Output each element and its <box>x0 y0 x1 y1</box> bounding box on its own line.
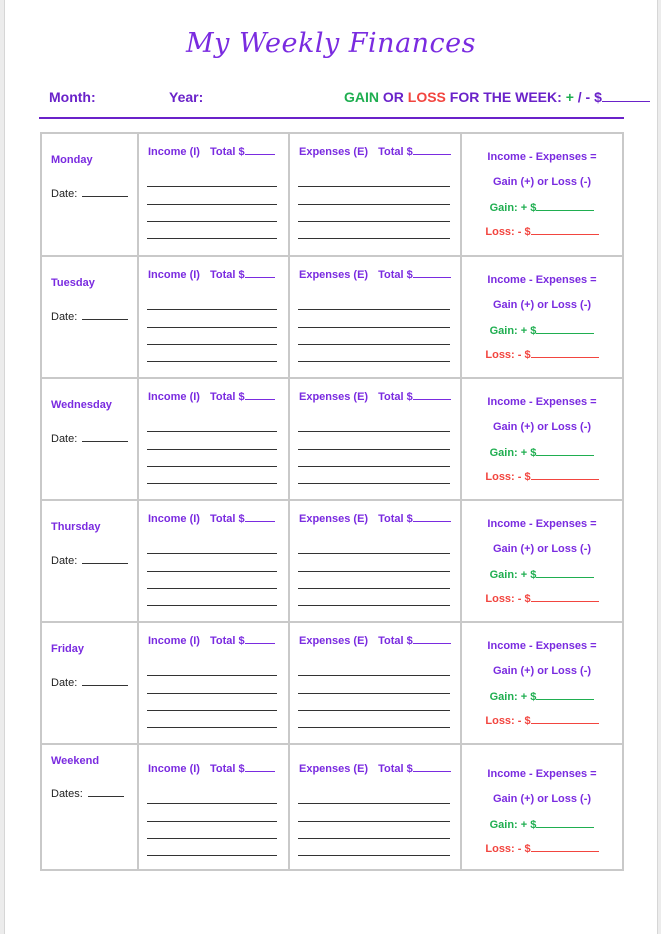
or-word: OR <box>379 89 408 105</box>
income-entry-line[interactable] <box>147 238 277 239</box>
expenses-header <box>299 389 451 403</box>
for-week-text: FOR THE WEEK: <box>445 89 566 105</box>
summary-gain-or-loss: Gain (+) or Loss (-) <box>492 176 592 188</box>
expenses-entry-line[interactable] <box>298 855 450 856</box>
expenses-entry-line[interactable] <box>298 449 450 450</box>
income-entry-line[interactable] <box>147 803 277 804</box>
expenses-label: Expenses (E) <box>299 635 369 647</box>
expenses-label: Expenses (E) <box>299 391 369 403</box>
day-row <box>42 134 622 255</box>
summary-gain-or-loss: Gain (+) or Loss (-) <box>492 665 592 677</box>
summary-equation: Income - Expenses = <box>487 274 597 286</box>
expenses-label: Expenses (E) <box>299 269 369 281</box>
expenses-entry-line[interactable] <box>298 588 450 589</box>
day-name: Friday <box>51 643 85 655</box>
expenses-total-label: Total $ <box>378 391 413 403</box>
gain-amount-line[interactable] <box>536 689 594 700</box>
expenses-entry-line[interactable] <box>298 221 450 222</box>
expenses-entry-line[interactable] <box>298 675 450 676</box>
income-entry-line[interactable] <box>147 327 277 328</box>
expenses-cell <box>290 623 462 743</box>
expenses-total-line[interactable] <box>413 267 451 278</box>
income-label: Income (I) <box>148 763 200 775</box>
day-row <box>42 255 622 377</box>
page-title: My Weekly Finances <box>185 28 477 59</box>
expenses-total-line[interactable] <box>413 511 451 522</box>
expenses-total-line[interactable] <box>413 633 451 644</box>
income-header <box>148 389 275 403</box>
summary-cell <box>462 745 622 869</box>
day-cell <box>42 623 139 743</box>
income-total-label: Total $ <box>209 635 245 647</box>
expenses-header <box>299 267 451 281</box>
date-field <box>51 309 128 323</box>
date-label: Date: <box>51 433 78 445</box>
expenses-total-label: Total $ <box>378 763 413 775</box>
day-cell <box>42 257 139 377</box>
income-total-label: Total $ <box>209 513 245 525</box>
expenses-entry-line[interactable] <box>298 466 450 467</box>
income-entry-line[interactable] <box>147 553 277 554</box>
income-entry-line[interactable] <box>147 605 277 606</box>
loss-label: Loss: - $ <box>485 593 531 605</box>
loss-word: LOSS <box>407 89 446 105</box>
income-label: Income (I) <box>148 513 200 525</box>
loss-label: Loss: - $ <box>485 226 531 238</box>
income-entry-line[interactable] <box>147 821 277 822</box>
summary-gain <box>462 200 622 214</box>
header-divider <box>39 117 624 119</box>
income-total-label: Total $ <box>209 146 245 158</box>
income-total-line[interactable] <box>245 389 275 400</box>
loss-amount-line[interactable] <box>531 347 599 358</box>
expenses-entry-line[interactable] <box>298 710 450 711</box>
income-entry-line[interactable] <box>147 449 277 450</box>
loss-label: Loss: - $ <box>485 471 531 483</box>
income-total-line[interactable] <box>245 267 275 278</box>
expenses-entry-line[interactable] <box>298 803 450 804</box>
date-line[interactable] <box>82 553 128 564</box>
weekly-result-label <box>344 89 650 105</box>
income-cell <box>139 379 290 499</box>
day-cell <box>42 134 139 255</box>
expenses-total-label: Total $ <box>378 146 413 158</box>
minus-dollar: / - $ <box>573 89 602 105</box>
income-header <box>148 633 275 647</box>
loss-amount-line[interactable] <box>531 713 599 724</box>
summary-loss <box>462 713 622 727</box>
gain-label: Gain: + $ <box>489 447 537 459</box>
expenses-entry-line[interactable] <box>298 838 450 839</box>
income-label: Income (I) <box>148 269 200 281</box>
income-label: Income (I) <box>148 391 200 403</box>
income-entry-line[interactable] <box>147 838 277 839</box>
loss-label: Loss: - $ <box>485 349 531 361</box>
gain-amount-line[interactable] <box>536 567 594 578</box>
expenses-entry-line[interactable] <box>298 431 450 432</box>
date-label: Date: <box>51 311 78 323</box>
day-row <box>42 377 622 499</box>
expenses-entry-line[interactable] <box>298 361 450 362</box>
gain-label: Gain: + $ <box>489 325 537 337</box>
income-entry-line[interactable] <box>147 344 277 345</box>
income-label: Income (I) <box>148 635 200 647</box>
income-total-line[interactable] <box>245 761 275 772</box>
gain-label: Gain: + $ <box>489 569 537 581</box>
day-row <box>42 743 622 869</box>
income-entry-line[interactable] <box>147 483 277 484</box>
summary-loss <box>462 469 622 483</box>
loss-amount-line[interactable] <box>531 469 599 480</box>
income-total-line[interactable] <box>245 511 275 522</box>
summary-gain <box>462 567 622 581</box>
loss-label: Loss: - $ <box>485 843 531 855</box>
expenses-entry-line[interactable] <box>298 553 450 554</box>
date-line[interactable] <box>82 309 128 320</box>
income-entry-line[interactable] <box>147 855 277 856</box>
day-name: Weekend <box>51 755 100 767</box>
income-cell <box>139 257 290 377</box>
summary-equation: Income - Expenses = <box>487 396 597 408</box>
summary-equation: Income - Expenses = <box>487 768 597 780</box>
gain-amount-line[interactable] <box>536 817 594 828</box>
income-entry-line[interactable] <box>147 727 277 728</box>
day-name: Tuesday <box>51 277 95 289</box>
summary-equation: Income - Expenses = <box>487 151 597 163</box>
summary-gain-or-loss: Gain (+) or Loss (-) <box>492 421 592 433</box>
income-total-line[interactable] <box>245 633 275 644</box>
month-label: Month: <box>49 89 96 105</box>
summary-gain-or-loss: Gain (+) or Loss (-) <box>492 543 592 555</box>
gain-amount-line[interactable] <box>536 323 594 334</box>
income-entry-line[interactable] <box>147 588 277 589</box>
income-total-label: Total $ <box>209 269 245 281</box>
summary-gain-or-loss: Gain (+) or Loss (-) <box>492 793 592 805</box>
income-entry-line[interactable] <box>147 221 277 222</box>
expenses-total-label: Total $ <box>378 269 413 281</box>
date-field <box>51 786 124 800</box>
worksheet-page <box>4 0 658 934</box>
income-total-label: Total $ <box>209 391 245 403</box>
summary-gain <box>462 817 622 831</box>
gain-word: GAIN <box>344 89 379 105</box>
expenses-header <box>299 633 451 647</box>
summary-gain <box>462 323 622 337</box>
income-total-line[interactable] <box>245 144 275 155</box>
expenses-header <box>299 144 451 158</box>
income-entry-line[interactable] <box>147 309 277 310</box>
expenses-cell <box>290 745 462 869</box>
plus-sign: + <box>565 89 574 105</box>
date-label: Date: <box>51 677 78 689</box>
date-label: Dates: <box>51 788 83 800</box>
expenses-cell <box>290 134 462 255</box>
income-total-label: Total $ <box>209 763 245 775</box>
date-label: Date: <box>51 555 78 567</box>
income-entry-line[interactable] <box>147 186 277 187</box>
gain-amount-line[interactable] <box>536 200 594 211</box>
gain-label: Gain: + $ <box>489 202 537 214</box>
expenses-total-line[interactable] <box>413 144 451 155</box>
income-cell <box>139 623 290 743</box>
gain-label: Gain: + $ <box>489 691 537 703</box>
summary-equation: Income - Expenses = <box>487 640 597 652</box>
expenses-entry-line[interactable] <box>298 571 450 572</box>
date-field <box>51 186 128 200</box>
expenses-entry-line[interactable] <box>298 204 450 205</box>
gain-amount-line[interactable] <box>536 445 594 456</box>
date-line[interactable] <box>82 431 128 442</box>
summary-gain-or-loss: Gain (+) or Loss (-) <box>492 299 592 311</box>
date-field <box>51 675 128 689</box>
day-name: Monday <box>51 154 93 166</box>
expenses-total-label: Total $ <box>378 513 413 525</box>
income-entry-line[interactable] <box>147 571 277 572</box>
income-cell <box>139 501 290 621</box>
loss-amount-line[interactable] <box>531 591 599 602</box>
date-field <box>51 553 128 567</box>
day-name: Thursday <box>51 521 101 533</box>
summary-gain <box>462 445 622 459</box>
day-row <box>42 499 622 621</box>
expenses-entry-line[interactable] <box>298 605 450 606</box>
date-label: Date: <box>51 188 78 200</box>
summary-loss <box>462 591 622 605</box>
summary-gain <box>462 689 622 703</box>
expenses-entry-line[interactable] <box>298 309 450 310</box>
expenses-entry-line[interactable] <box>298 327 450 328</box>
income-header <box>148 761 275 775</box>
expenses-cell <box>290 501 462 621</box>
expenses-entry-line[interactable] <box>298 344 450 345</box>
loss-label: Loss: - $ <box>485 715 531 727</box>
date-line[interactable] <box>82 186 128 197</box>
year-label: Year: <box>169 89 204 105</box>
summary-cell <box>462 134 622 255</box>
summary-loss <box>462 841 622 855</box>
summary-cell <box>462 501 622 621</box>
income-entry-line[interactable] <box>147 361 277 362</box>
summary-cell <box>462 623 622 743</box>
expenses-entry-line[interactable] <box>298 727 450 728</box>
income-header <box>148 511 275 525</box>
expenses-label: Expenses (E) <box>299 763 369 775</box>
day-cell <box>42 501 139 621</box>
income-cell <box>139 134 290 255</box>
expenses-cell <box>290 379 462 499</box>
weekly-amount-line[interactable] <box>602 89 650 102</box>
summary-loss <box>462 347 622 361</box>
expenses-entry-line[interactable] <box>298 186 450 187</box>
income-entry-line[interactable] <box>147 710 277 711</box>
loss-amount-line[interactable] <box>531 224 599 235</box>
income-cell <box>139 745 290 869</box>
expenses-total-label: Total $ <box>378 635 413 647</box>
day-name: Wednesday <box>51 399 112 411</box>
finance-grid <box>40 132 624 871</box>
day-cell <box>42 379 139 499</box>
expenses-total-line[interactable] <box>413 761 451 772</box>
income-label: Income (I) <box>148 146 200 158</box>
expenses-header <box>299 761 451 775</box>
expenses-entry-line[interactable] <box>298 238 450 239</box>
income-entry-line[interactable] <box>147 431 277 432</box>
summary-equation: Income - Expenses = <box>487 518 597 530</box>
loss-amount-line[interactable] <box>531 841 599 852</box>
expenses-entry-line[interactable] <box>298 693 450 694</box>
gain-label: Gain: + $ <box>489 819 537 831</box>
expenses-header <box>299 511 451 525</box>
day-cell <box>42 745 139 869</box>
summary-loss <box>462 224 622 238</box>
date-field <box>51 431 128 445</box>
income-entry-line[interactable] <box>147 204 277 205</box>
income-entry-line[interactable] <box>147 466 277 467</box>
day-row <box>42 621 622 743</box>
summary-cell <box>462 257 622 377</box>
income-header <box>148 144 275 158</box>
expenses-cell <box>290 257 462 377</box>
summary-cell <box>462 379 622 499</box>
income-header <box>148 267 275 281</box>
expenses-label: Expenses (E) <box>299 146 369 158</box>
expenses-total-line[interactable] <box>413 389 451 400</box>
income-entry-line[interactable] <box>147 675 277 676</box>
date-line[interactable] <box>82 675 128 686</box>
expenses-entry-line[interactable] <box>298 483 450 484</box>
expenses-label: Expenses (E) <box>299 513 369 525</box>
expenses-entry-line[interactable] <box>298 821 450 822</box>
date-line[interactable] <box>88 786 124 797</box>
income-entry-line[interactable] <box>147 693 277 694</box>
